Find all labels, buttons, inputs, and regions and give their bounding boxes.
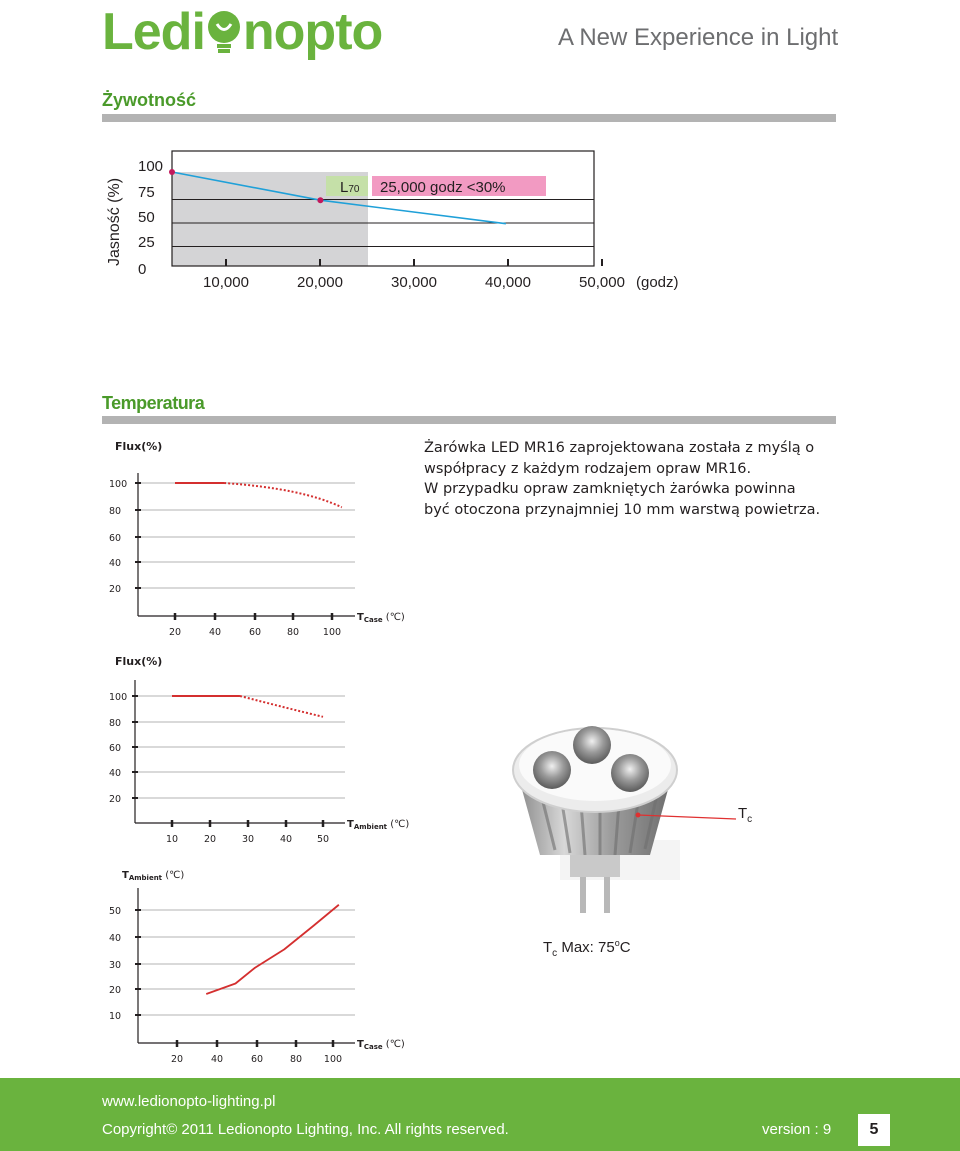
x-tick-label: 20 <box>170 1054 184 1065</box>
flux-curve-dashed <box>224 483 342 507</box>
y-tick-label: 40 <box>109 558 122 569</box>
tc-max-unit: C <box>619 939 631 956</box>
brand-logo <box>102 2 382 62</box>
lifetime-l70-point <box>317 197 323 203</box>
x-tick-label: 60 <box>248 627 262 638</box>
x-axis-label-sub: Case <box>363 1043 383 1051</box>
lifetime-y-tick: 75 <box>138 184 155 201</box>
tc-max-label: $T_c$ Max: 75$^o$C <box>543 938 631 959</box>
x-tick-label: 20 <box>203 834 217 845</box>
lifetime-y-tick: 0 <box>138 261 147 278</box>
y-tick-label: 10 <box>109 1011 122 1022</box>
lifetime-start-point <box>169 169 175 175</box>
page-number: 5 <box>858 1114 890 1146</box>
footer-copyright: Copyright© 2011 Ledionopto Lighting, Inc. All rights reserved. <box>102 1121 509 1138</box>
y-axis-label-sub: Ambient <box>128 874 163 882</box>
x-tick-label: 50 <box>316 834 330 845</box>
x-tick-label: 80 <box>289 1054 303 1065</box>
y-tick-label: 80 <box>109 718 122 729</box>
x-axis-label <box>347 819 409 831</box>
logo-text-left: Ledi <box>102 3 205 61</box>
tc-max-sub: c <box>552 948 558 959</box>
lifetime-x-tick: 50,000 <box>579 274 625 291</box>
y-axis-label <box>122 870 184 882</box>
flux-vs-tcase-chart <box>100 435 420 645</box>
tc-max-t: T <box>543 939 553 956</box>
description-line: W przypadku opraw zamkniętych żarówka powinna <box>424 481 796 497</box>
lifetime-x-unit: (godz) <box>636 274 679 291</box>
section-title-lifetime: Żywotność <box>102 90 197 110</box>
y-tick-label: 20 <box>109 584 122 595</box>
section-title-temperature: Temperatura <box>102 393 205 413</box>
x-axis-label <box>357 1039 405 1051</box>
l70-label: L <box>340 179 349 196</box>
footer-bar <box>0 1078 960 1151</box>
bulb-icon <box>206 9 242 55</box>
y-tick-label: 60 <box>109 743 122 754</box>
x-tick-label: 30 <box>241 834 255 845</box>
x-axis-label-main: T <box>357 612 364 623</box>
lifetime-x-tick: 30,000 <box>391 274 437 291</box>
tc-label: T <box>738 805 748 822</box>
y-tick-label: 50 <box>109 906 122 917</box>
y-axis-label-main: T <box>122 870 129 881</box>
y-tick-label: 60 <box>109 533 122 544</box>
x-axis-label-main: T <box>357 1039 364 1050</box>
y-axis-label: Flux(%) <box>115 655 163 668</box>
lifetime-y-tick: 100 <box>138 158 164 175</box>
lifetime-x-tick: 20,000 <box>297 274 343 291</box>
description-line: współpracy z każdym rodzajem opraw MR16. <box>424 460 752 477</box>
x-axis-label <box>357 612 405 624</box>
l70-sub: 70 <box>348 184 360 195</box>
tc-point <box>636 813 641 818</box>
x-axis-label-main: T <box>347 819 354 830</box>
x-tick-label: 20 <box>168 627 182 638</box>
x-tick-label: 40 <box>208 627 222 638</box>
lifetime-x-tick: 10,000 <box>203 274 249 291</box>
lifetime-y-tick: 25 <box>138 234 155 251</box>
x-tick-label: 80 <box>286 627 300 638</box>
footer-version: version : 9 <box>762 1121 832 1138</box>
l70-text: 25,000 godz <30% <box>380 179 506 196</box>
x-axis-unit: (℃) <box>382 612 405 623</box>
description-line: Żarówka LED MR16 zaprojektowana została z myślą o <box>424 440 815 456</box>
y-tick-label: 30 <box>109 960 122 971</box>
y-tick-label: 100 <box>109 692 128 703</box>
logo-text-right: nopto <box>242 3 383 61</box>
tc-sub: c <box>747 814 753 825</box>
y-tick-label: 40 <box>109 933 122 944</box>
x-tick-label: 10 <box>165 834 179 845</box>
flux-curve-dashed <box>240 696 323 717</box>
x-tick-label: 60 <box>250 1054 264 1065</box>
x-tick-label: 100 <box>323 1054 343 1065</box>
y-tick-label: 20 <box>109 985 122 996</box>
section-divider <box>102 114 836 122</box>
temperature-description <box>424 438 844 520</box>
y-axis-unit: (℃) <box>162 870 185 881</box>
x-tick-label: 40 <box>210 1054 224 1065</box>
tagline: A New Experience in Light <box>558 24 839 51</box>
tc-point-label <box>738 805 752 825</box>
section-divider <box>102 416 836 424</box>
temperature-curve <box>206 905 339 994</box>
x-tick-label: 40 <box>279 834 293 845</box>
x-axis-unit: (℃) <box>387 819 410 830</box>
x-axis-label-sub: Case <box>363 616 383 624</box>
y-tick-label: 40 <box>109 768 122 779</box>
x-axis-label-sub: Ambient <box>353 823 388 831</box>
y-tick-label: 100 <box>109 479 128 490</box>
flux-vs-tambient-chart <box>100 650 420 850</box>
x-tick-label: 100 <box>322 627 342 638</box>
y-axis-label: Flux(%) <box>115 440 163 453</box>
y-tick-label: 80 <box>109 506 122 517</box>
tambient-vs-tcase-chart <box>100 860 420 1070</box>
lifetime-x-tick: 40,000 <box>485 274 531 291</box>
mr16-lamp-illustration <box>500 715 770 925</box>
lifetime-y-label: Jasność (%) <box>106 177 123 266</box>
footer-website-link[interactable]: www.ledionopto-lighting.pl <box>102 1093 276 1110</box>
y-tick-label: 20 <box>109 794 122 805</box>
lifetime-chart <box>95 145 715 305</box>
tc-max-value: Max: 75 <box>561 939 615 956</box>
x-axis-unit: (℃) <box>382 1039 405 1050</box>
description-line: być otoczona przynajmniej 10 mm warstwą powietrza. <box>424 501 821 518</box>
lifetime-y-tick: 50 <box>138 209 155 226</box>
